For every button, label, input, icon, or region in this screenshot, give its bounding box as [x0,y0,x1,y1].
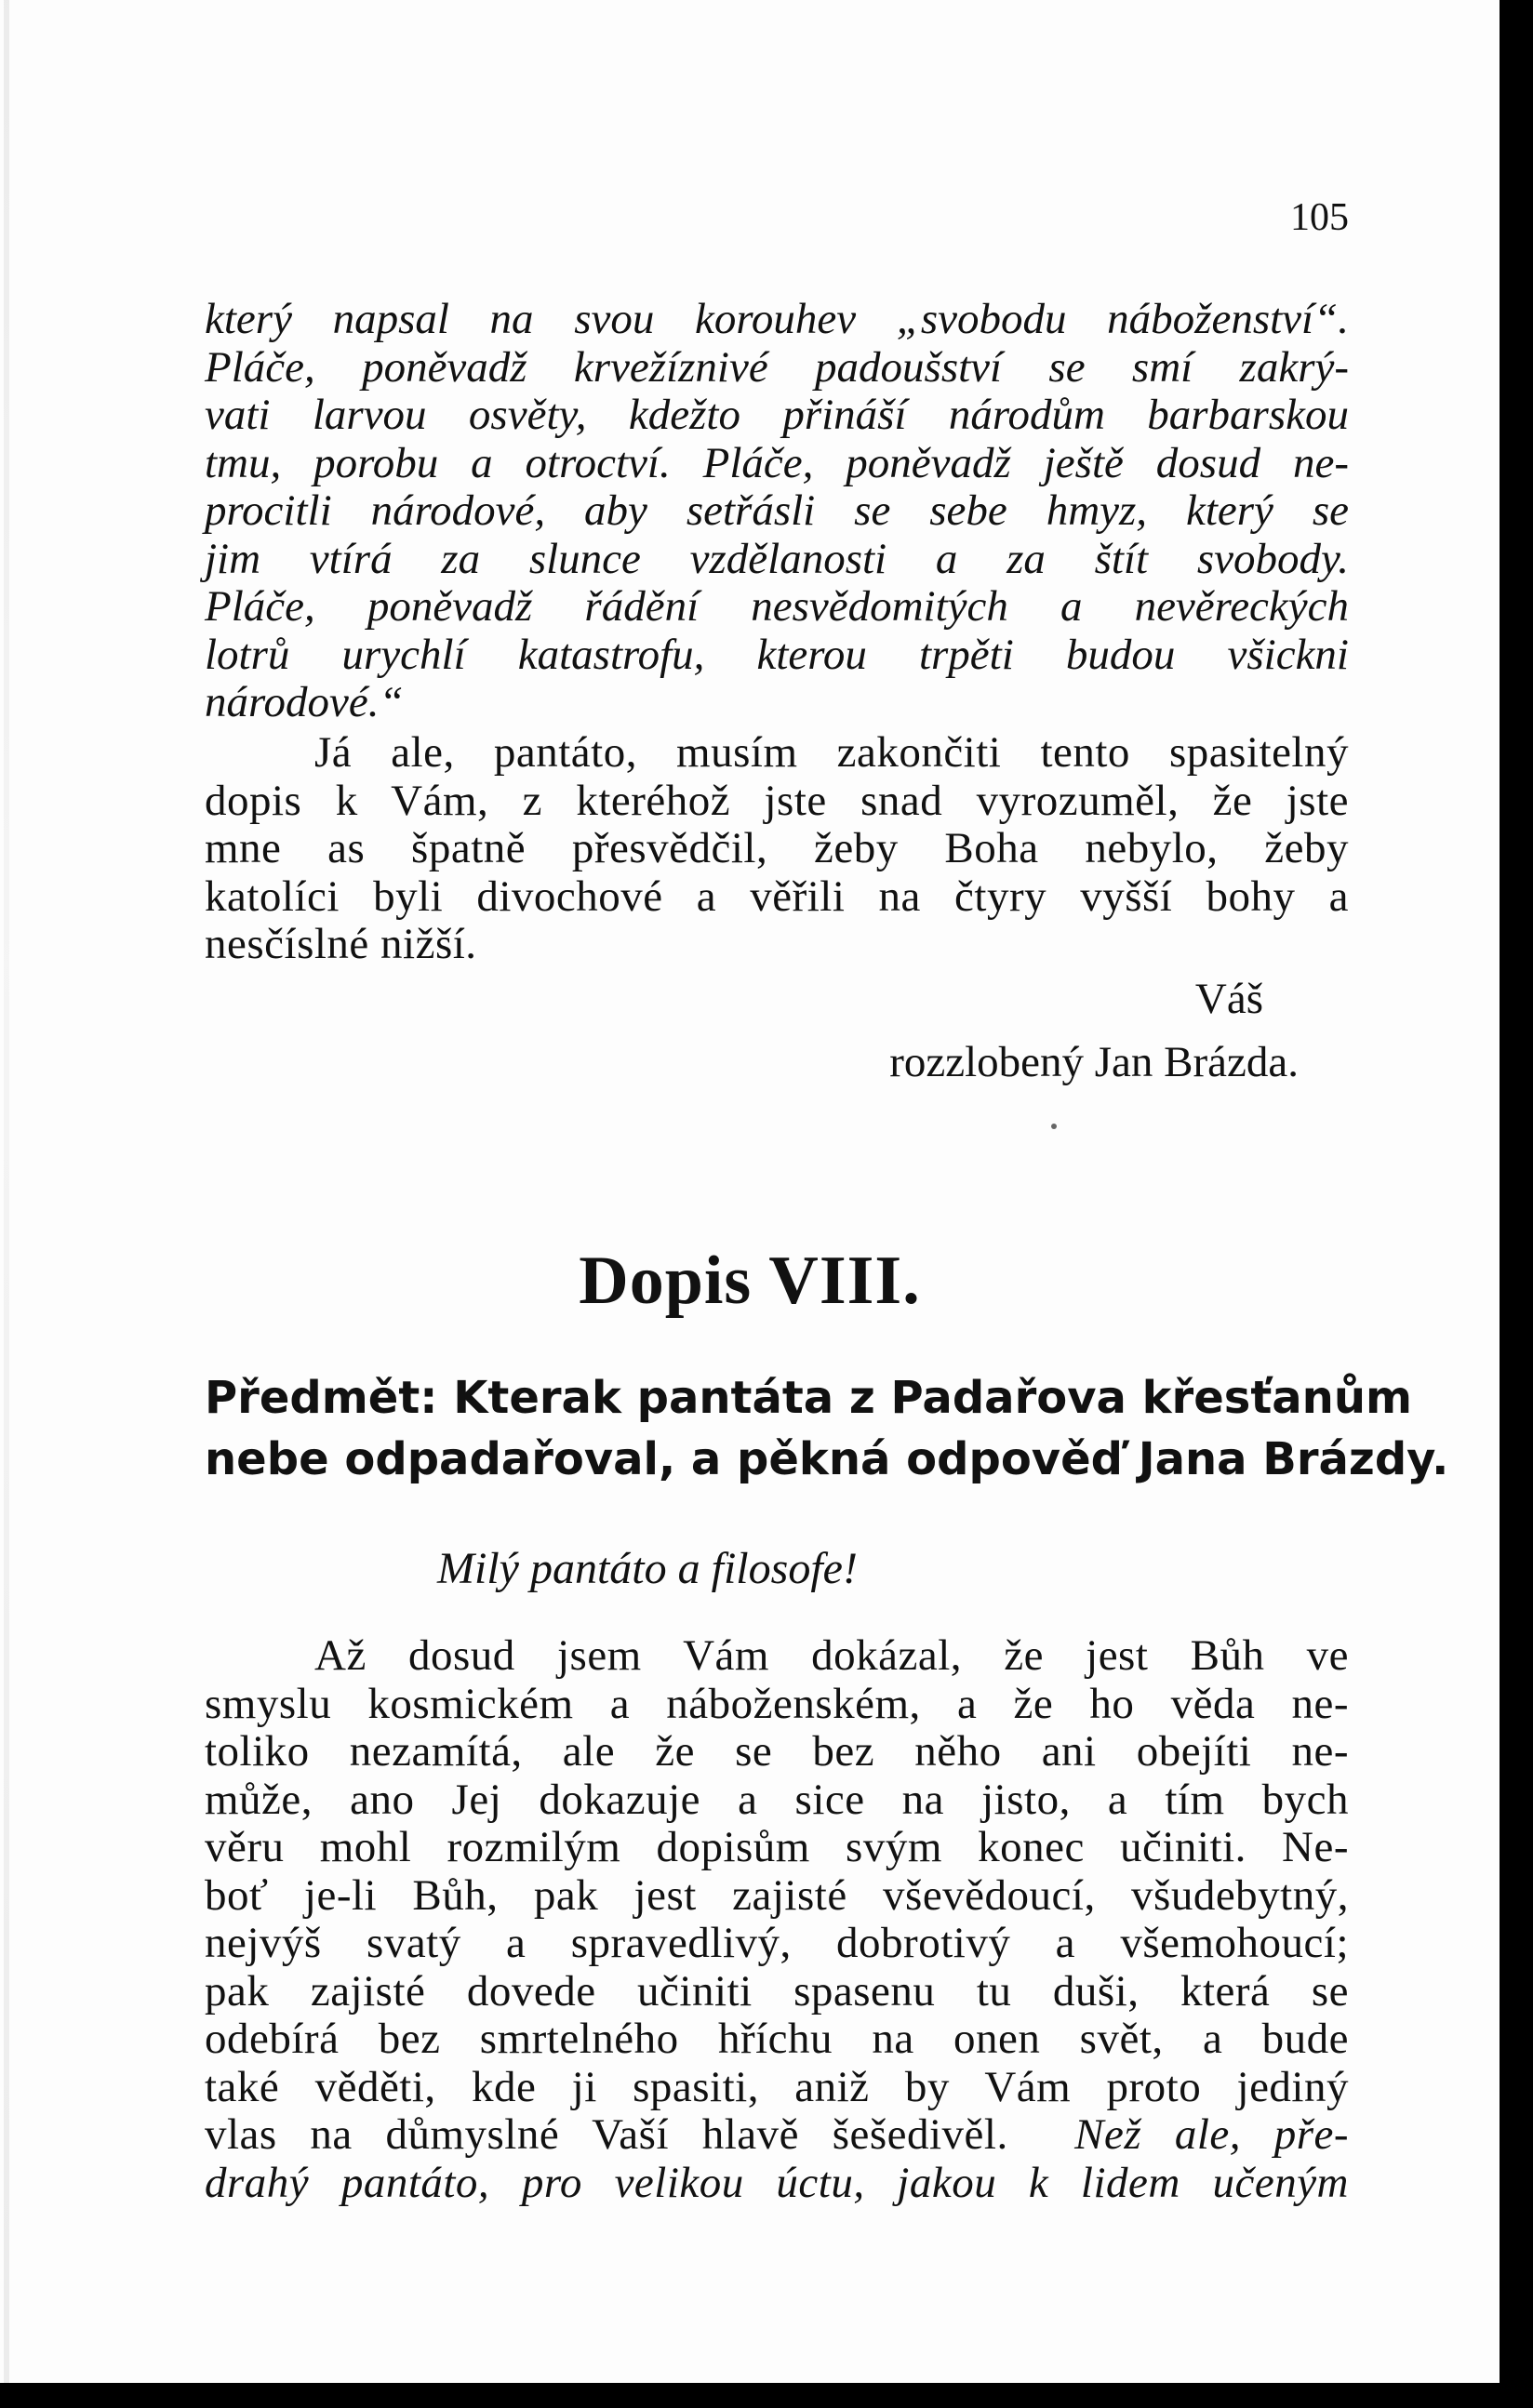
quote-continuation [205,296,1349,727]
text-line: pak zajisté dovede učiniti spasenu tu duši, která se [205,1966,1349,2016]
text-line: nejvýš svatý a spravedlivý, dobrotivý a všemohoucí; [205,1919,1349,1967]
text-line: lotrů urychlí katastrofu, kterou trpěti budou všickni [205,630,1349,679]
text-line: vati larvou osvěty, kdežto přináší národům barbarskou [205,391,1349,439]
text-line: Až dosud jsem Vám dokázal, že jest Bůh ve [314,1631,1349,1680]
scan-right-border [1500,0,1533,2408]
text-line: katolíci byli divochové a věřili na čtyry vyšší bohy a [205,871,1349,921]
text-line: národové.“ [205,678,404,726]
text-line: dopis k Vám, z kteréhož jste snad vyrozuměl, že jste [205,776,1349,825]
subject-line: nebe odpadařoval, a pěkná odpověď Jana Brázdy. [205,1433,1449,1485]
text-line: také věděti, kde ji spasiti, aniž by Vám proto jediný [205,2062,1349,2111]
chapter-subject [205,1367,1449,1490]
upright-segment: vlas na důmyslné Vaší hlavě šešedivěl. [205,2110,1008,2159]
subject-line: Předmět: Kterak pantáta z Padařova křesťanům [205,1372,1413,1424]
text-line: Já ale, pantáto, musím zakončiti tento spasitelný [314,728,1349,777]
chapter-title: Dopis VIII. [579,1243,921,1319]
text-line: toliko nezamítá, ale že se bez něho ani obejíti ne- [205,1727,1349,1776]
closing-paragraph [205,729,1349,969]
text-line: tmu, porobu a otroctví. Pláče, poněvadž ještě dosud ne- [205,438,1349,487]
signature-greeting: Váš [1194,975,1263,1023]
page-left-edge [4,0,9,2408]
text-line: jim vtírá za slunce vzdělanosti a za štít svobody. [205,534,1349,583]
text-line: může, ano Jej dokazuje a sice na jisto, a tím bych [205,1775,1349,1824]
signature-name: rozzlobený Jan Brázda. [889,1038,1299,1086]
text-line: Pláče, poněvadž řádění nesvědomitých a nevěreckých [205,582,1349,631]
body-paragraph [205,1632,1349,2207]
text-line: odebírá bez smrtelného hříchu na onen svět, a bude [205,2015,1349,2063]
text-line: věru mohl rozmilým dopisům svým konec učiniti. Ne- [205,1823,1349,1871]
italic-segment: Než ale, pře- [1074,2110,1350,2159]
text-line: boť je-li Bůh, pak jest zajisté vševědoucí, všudebytný, [205,1870,1349,1920]
page-number: 105 [1290,196,1349,239]
print-speck [1051,1124,1057,1129]
text-line: drahý pantáto, pro velikou úctu, jakou k lidem učeným [205,2158,1349,2207]
text-line-mixed [205,2111,1349,2160]
scan-bottom-border [0,2383,1533,2408]
text-line: Pláče, poněvadž krvežíznivé padoušství se smí zakrý- [205,342,1349,392]
text-line: nesčíslné nižší. [205,920,477,968]
text-line: mne as špatně přesvědčil, žeby Boha nebylo, žeby [205,824,1349,872]
text-line: smyslu kosmickém a náboženském, a že ho věda ne- [205,1679,1349,1728]
text-line: který napsal na svou korouhev „svobodu náboženství“. [205,295,1349,343]
text-line: procitli národové, aby setřásli se sebe hmyz, který se [205,486,1349,535]
letter-salutation: Milý pantáto a filosofe! [437,1544,858,1593]
